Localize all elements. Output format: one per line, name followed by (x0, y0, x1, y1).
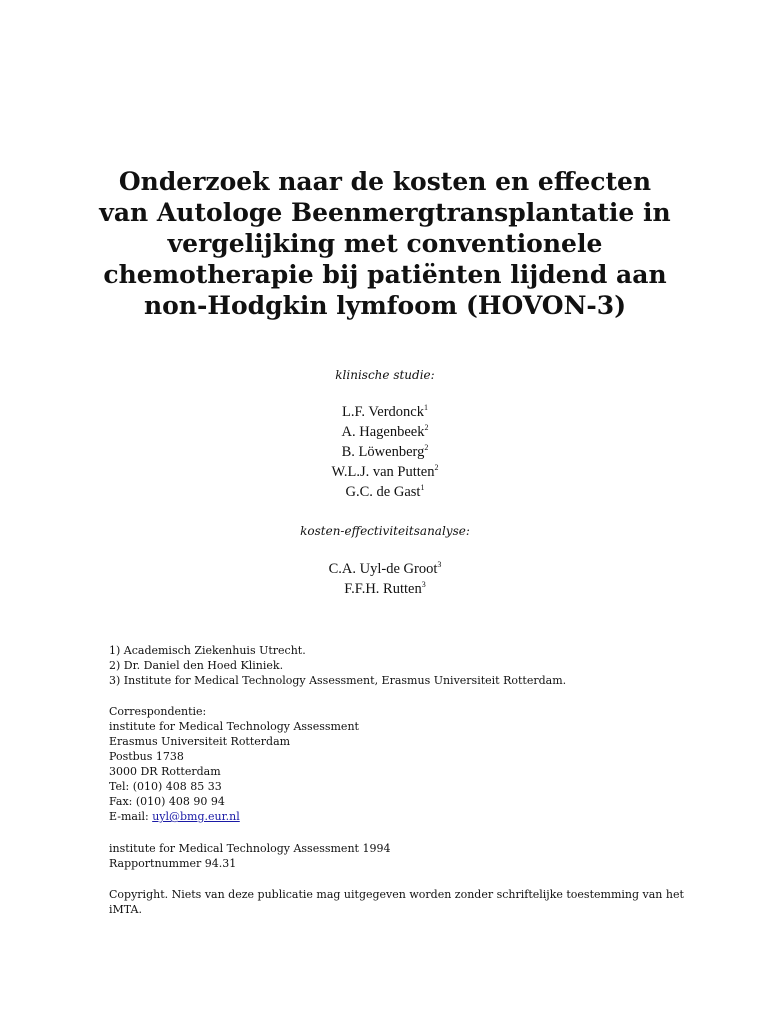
correspondence-heading: Correspondentie: (109, 705, 207, 718)
correspondence-line: Erasmus Universiteit Rotterdam (109, 735, 291, 748)
affiliation-item: 3) Institute for Medical Technology Assessment, Erasmus Universiteit Rotterdam. (109, 674, 567, 687)
title-line: Onderzoek naar de kosten en effecten (118, 167, 652, 196)
cost-authors (0, 559, 770, 599)
affiliations-list (109, 643, 709, 688)
correspondence-line: 3000 DR Rotterdam (109, 765, 221, 778)
copyright-line: Copyright. Niets van deze publicatie mag uitgegeven worden zonder schriftelijke toestemming van het (109, 888, 684, 901)
affiliation-marker: 3 (421, 580, 426, 589)
title-line: chemotherapie bij patiënten lijdend aan (103, 260, 667, 289)
copyright-line: iMTA. (109, 903, 142, 916)
affiliation-marker: 1 (423, 403, 428, 412)
cost-analysis-label: kosten-effectiviteitsanalyse: (300, 524, 470, 538)
correspondence-line: Tel: (010) 408 85 33 (109, 780, 222, 793)
affiliation-marker: 1 (420, 483, 425, 492)
document-title (60, 166, 710, 321)
author-entry (0, 462, 770, 482)
author-name: G.C. de Gast (345, 484, 421, 500)
author-name: A. Hagenbeek (341, 424, 425, 440)
title-line: non-Hodgkin lymfoom (HOVON-3) (143, 291, 627, 320)
report-info (109, 841, 709, 871)
clinical-study-label: klinische studie: (335, 368, 435, 382)
report-line: institute for Medical Technology Assessment 1994 (109, 842, 391, 855)
copyright-notice (109, 887, 709, 917)
affiliation-item: 1) Academisch Ziekenhuis Utrecht. (109, 644, 306, 657)
author-entry (0, 482, 770, 502)
report-number: Rapportnummer 94.31 (109, 857, 237, 870)
author-entry (0, 422, 770, 442)
correspondence-line: Fax: (010) 408 90 94 (109, 795, 225, 808)
email-line (109, 809, 709, 824)
author-entry (0, 402, 770, 422)
affiliation-marker: 3 (437, 560, 442, 569)
author-entry (0, 579, 770, 599)
author-name: C.A. Uyl-de Groot (328, 561, 438, 577)
email-link[interactable]: uyl@bmg.eur.nl (152, 810, 240, 823)
correspondence-block (109, 704, 709, 824)
affiliation-marker: 2 (424, 423, 429, 432)
email-label: E-mail: (109, 810, 153, 823)
author-name: L.F. Verdonck (342, 404, 424, 420)
author-entry (0, 559, 770, 579)
affiliation-item: 2) Dr. Daniel den Hoed Kliniek. (109, 659, 284, 672)
affiliation-marker: 2 (434, 463, 439, 472)
affiliation-marker: 2 (424, 443, 429, 452)
correspondence-line: Postbus 1738 (109, 750, 184, 763)
author-name: B. Löwenberg (341, 444, 425, 460)
author-entry (0, 442, 770, 462)
author-name: W.L.J. van Putten (331, 464, 435, 480)
correspondence-line: institute for Medical Technology Assessment (109, 720, 359, 733)
title-line: vergelijking met conventionele (167, 229, 603, 258)
author-name: F.F.H. Rutten (344, 581, 422, 597)
title-line: van Autologe Beenmergtransplantatie in (99, 198, 671, 227)
clinical-authors (0, 402, 770, 502)
